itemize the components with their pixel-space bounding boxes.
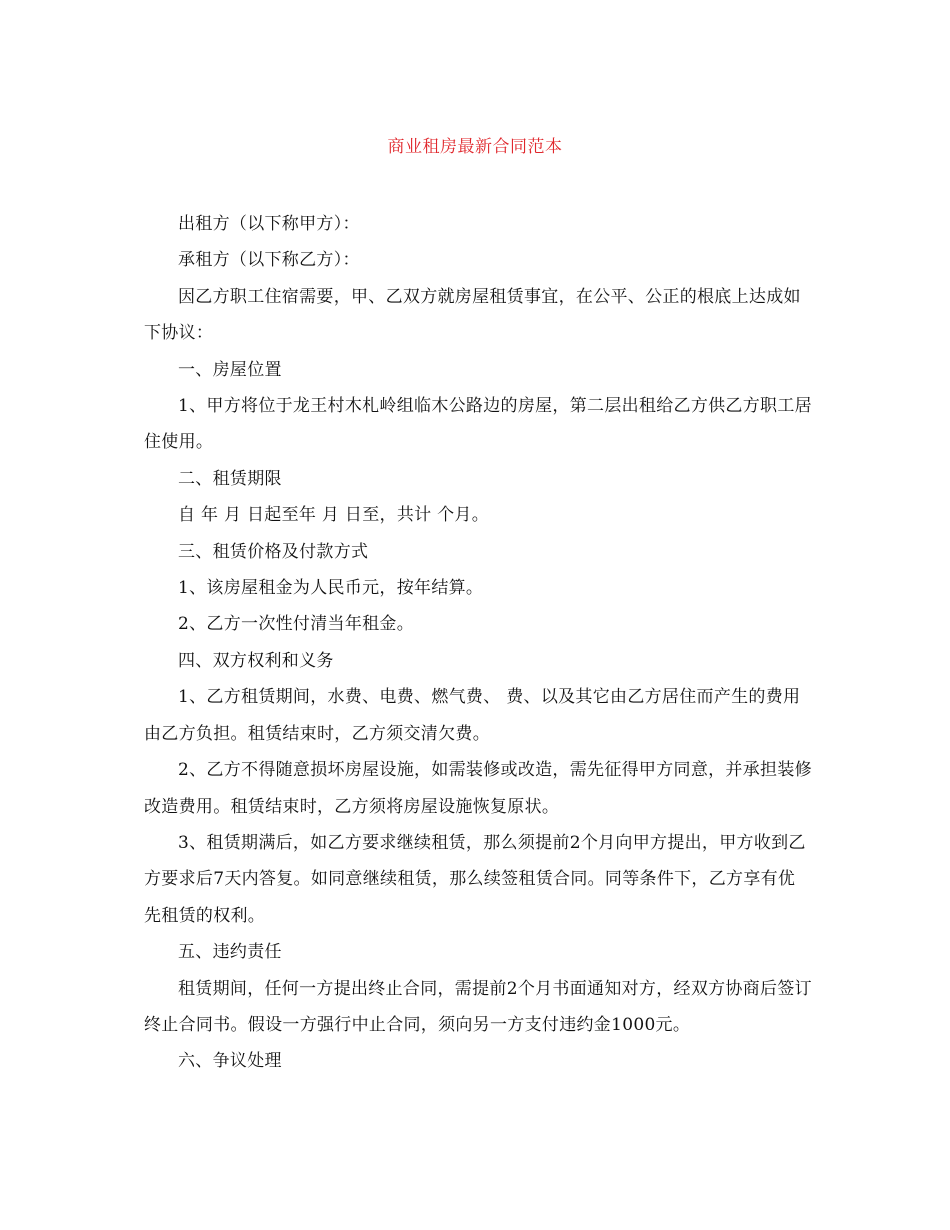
lessor-line: 出租方（以下称甲方）： — [178, 214, 360, 234]
breach-clause: 租赁期间，任何一方提出终止合同，需提前2个月书面通知对方，经双方协商后签订终止合同书。假设一方强行中止合同，须向另一方支付违约金1000元。 — [144, 978, 812, 1035]
rights-clause-1: 1、乙方租赁期间，水费、电费、燃气费、 费、以及其它由乙方居住而产生的费用由乙方负担。租赁结束时，乙方须交清欠费。 — [144, 687, 801, 744]
section-heading-term: 二、租赁期限 — [178, 468, 282, 489]
document-title: 商业租房最新合同范本 — [387, 137, 563, 157]
term-clause: 自 年 月 日起至年 月 日至，共计 个月。 — [178, 505, 490, 526]
section-heading-location: 一、房屋位置 — [178, 359, 282, 380]
rights-clause-2: 2、乙方不得随意损坏房屋设施，如需装修或改造，需先征得甲方同意，并承担装修改造费用。租赁结束时，乙方须将房屋设施恢复原状。 — [144, 760, 812, 817]
price-clause-2: 2、乙方一次性付清当年租金。 — [178, 614, 415, 635]
section-heading-breach: 五、违约责任 — [178, 942, 282, 963]
rights-clause-3: 3、租赁期满后，如乙方要求继续租赁，那么须提前2个月向甲方提出，甲方收到乙方要求后7天内答复。如同意继续租赁，那么续签租赁合同。同等条件下，乙方享有优先租赁的权利。 — [144, 832, 806, 926]
section-heading-price: 三、租赁价格及付款方式 — [178, 541, 369, 562]
preamble-paragraph: 因乙方职工住宿需要，甲、乙双方就房屋租赁事宜，在公平、公正的根底上达成如下协议： — [144, 286, 801, 344]
lessee-line: 承租方（以下称乙方）： — [178, 250, 360, 271]
location-clause-1: 1、甲方将位于龙王村木札岭组临木公路边的房屋，第二层出租给乙方供乙方职工居住使用。 — [144, 396, 812, 453]
section-heading-rights: 四、双方权利和义务 — [178, 650, 334, 671]
section-heading-dispute: 六、争议处理 — [178, 1051, 282, 1072]
price-clause-1: 1、该房屋租金为人民币元，按年结算。 — [178, 578, 484, 599]
document-body — [144, 206, 812, 1080]
